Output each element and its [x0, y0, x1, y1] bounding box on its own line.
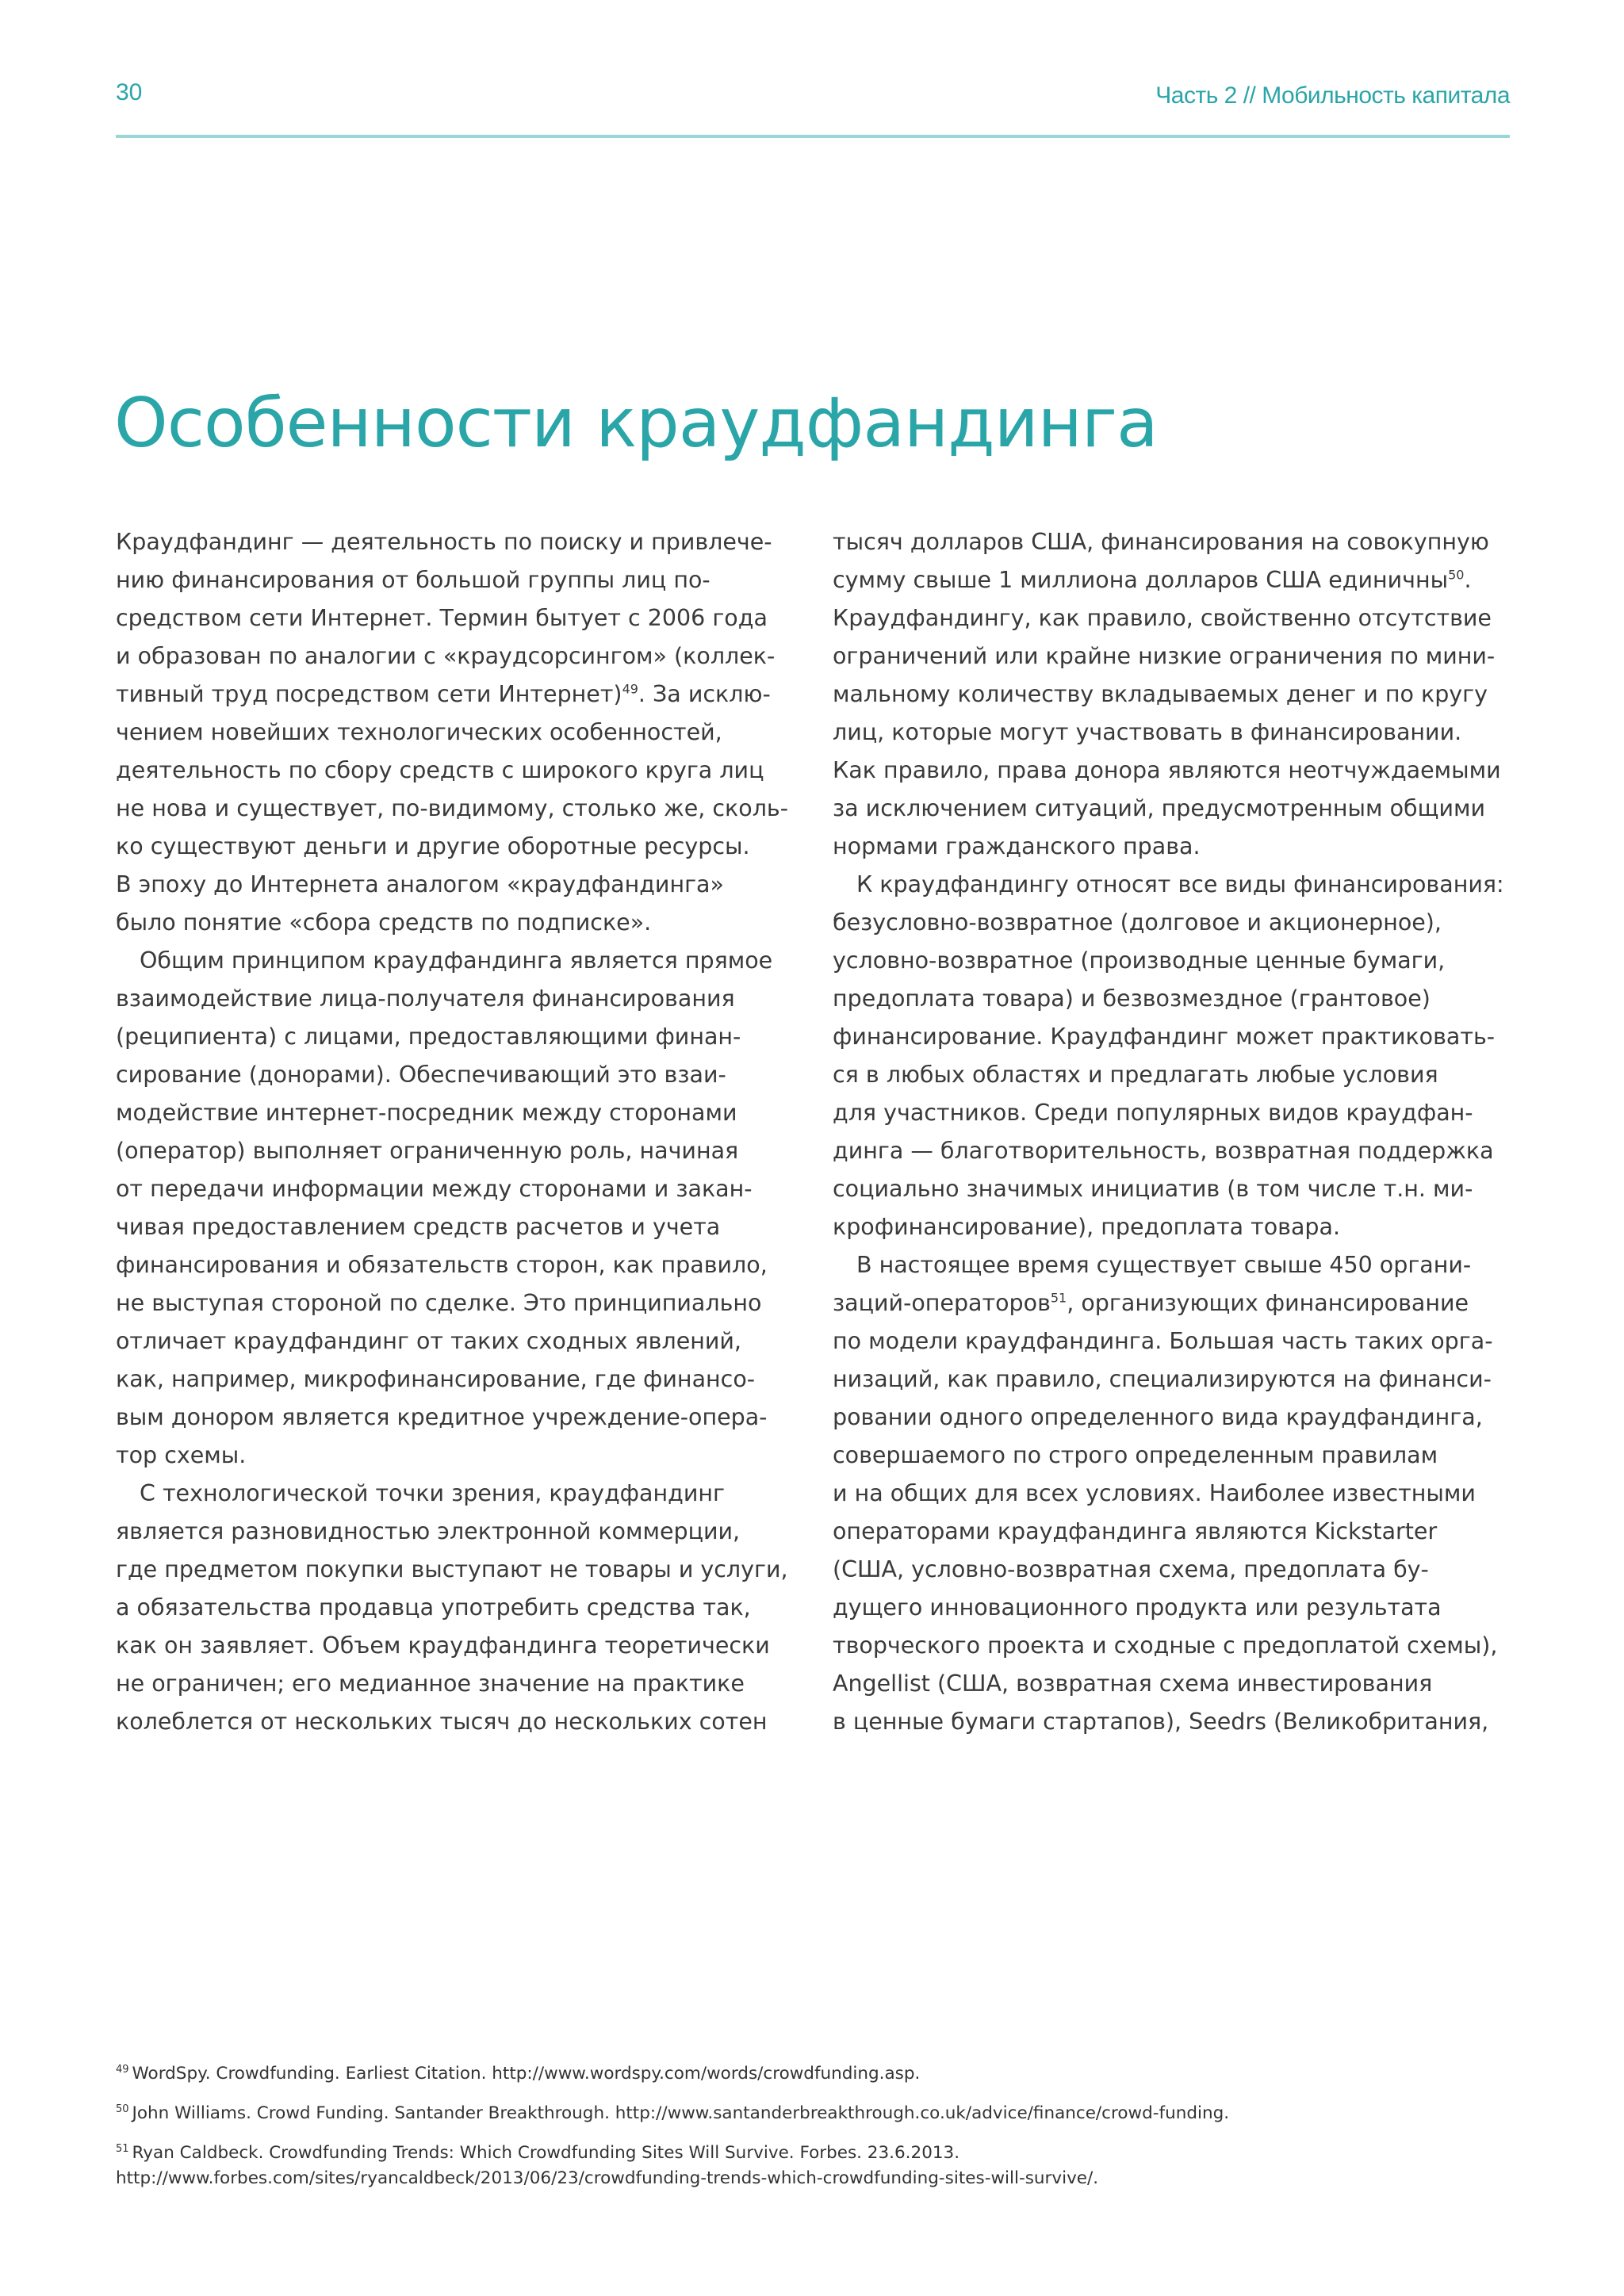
footnote-ref[interactable]: 51: [1050, 1290, 1067, 1306]
footnote-text: John Williams. Crowd Funding. Santander Breakthrough. http://www.santanderbreakthrough.co.uk/advice/finance/crowd-funding.: [132, 2103, 1230, 2123]
footnote-number: 50: [116, 2103, 129, 2115]
page-number: 30: [116, 79, 143, 105]
left-column: [116, 523, 798, 1741]
footnote-ref[interactable]: 49: [622, 681, 638, 697]
paragraph: С технологической точки зрения, краудфандинг является разновидностью электронной коммерции, где предметом покупки выступают не товары и услуги, а обязательства продавца употребить средства так, как он заявляет. Объем краудфандинга теоретически не ограничен; его медианное значение на практике колеблется от нескольких тысяч до нескольких сотен: [116, 1480, 788, 1735]
paragraph: тысяч долларов США, финансирования на совокупную сумму свыше 1 миллиона долларов США единичны$^{50}$. Краудфандингу, как правило, свойственно отсутствие ограничений или крайне низкие ограничения по мини- мальному количеству вкладываемых денег и по кругу лиц, которые могут участвовать в финансировании. Как правило, права донора являются неотчуждаемыми за исключением ситуаций, предусмотренным общими нормами гражданского права.: [833, 529, 1501, 859]
footnote: [116, 2101, 1511, 2126]
page-header: [116, 79, 1510, 138]
paragraph: Общим принципом краудфандинга является прямое взаимодействие лица-получателя финансирования (реципиента) с лицами, предоставляющими финан- сирование (донорами). Обеспечивающий это взаи- модействие интернет-посредник между сторонами (оператор) выполняет ограниченную роль, начиная от передачи информации между сторонами и закан- чивая предоставлением средств расчетов и учета финансирования и обязательств сторон, как правило, не выступая стороной по сделке. Это принципиально отличает краудфандинг от таких сходных явлений, как, например, микрофинансирование, где финансо- вым донором является кредитное учреждение-опера- тор схемы.: [116, 947, 773, 1468]
footnote-text: Ryan Caldbeck. Crowdfunding Trends: Which Crowdfunding Sites Will Survive. Forbes. 23.6.2013. http://www.forbes.com/sites/ryancaldbeck/2013/06/23/crowdfunding-trends-which-crowdfunding-sites-will-survive/.: [116, 2143, 1099, 2188]
footnote-ref[interactable]: 50: [1448, 567, 1465, 583]
right-column: [833, 523, 1515, 1741]
footnote: [116, 2141, 1511, 2191]
running-head: Часть 2 // Мобильность капитала: [1155, 82, 1510, 109]
footnote: [116, 2061, 1511, 2087]
footnote-number: 49: [116, 2063, 129, 2076]
paragraph: К краудфандингу относят все виды финансирования: безусловно-возвратное (долговое и акционерное), условно-возвратное (производные ценные бумаги, предоплата товара) и безвозмездное (грантовое) финансирование. Краудфандинг может практиковать- ся в любых областях и предлагать любые условия для участников. Среди популярных видов краудфан- динга — благотворительность, возвратная поддержка социально значимых инициатив (в том числе т.н. ми- крофинансирование), предоплата товара.: [833, 871, 1504, 1240]
footnote-text: WordSpy. Crowdfunding. Earliest Citation. http://www.wordspy.com/words/crowdfunding.asp.: [132, 2064, 921, 2084]
section-title: Особенности краудфандинга: [114, 384, 1158, 463]
footnotes: [116, 2061, 1511, 2206]
footnote-number: 51: [116, 2142, 129, 2155]
paragraph: В настоящее время существует свыше 450 органи- заций-операторов$^{51}$, организующих финансирование по модели краудфандинга. Большая часть таких орга- низаций, как правило, специализируются на финанси- ровании одного определенного вида краудфандинга, совершаемого по строго определенным правилам и на общих для всех условиях. Наиболее известными операторами краудфандинга являются Kickstarter (США, условно-возвратная схема, предоплата бу- дущего инновационного продукта или результата творческого проекта и сходные с предоплатой схемы), Angellist (США, возвратная схема инвестирования в ценные бумаги стартапов), Seedrs (Великобритания,: [833, 1252, 1498, 1735]
paragraph: Краудфандинг — деятельность по поиску и привлече- нию финансирования от большой группы лиц по- средством сети Интернет. Термин бытует с 2006 года и образован по аналогии с «краудсорсингом» (коллек- тивный труд посредством сети Интернет)$^{49}$. За исклю- чением новейших технологических особенностей, деятельность по сбору средств с широкого круга лиц не нова и существует, по-видимому, столько же, сколь- ко существуют деньги и другие оборотные ресурсы. В эпоху до Интернета аналогом «краудфандинга» было понятие «сбора средств по подписке».: [116, 529, 789, 936]
